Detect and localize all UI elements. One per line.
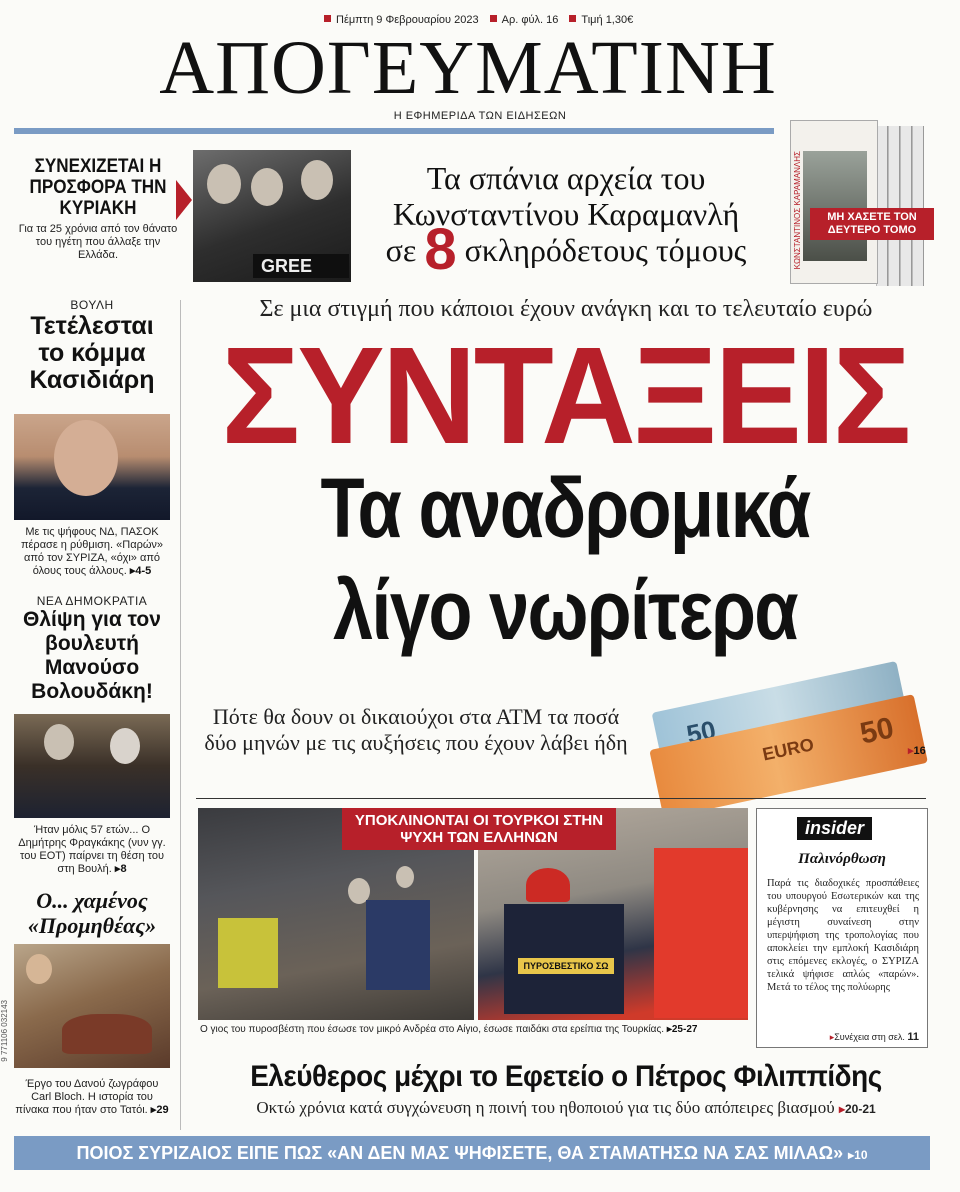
story-kicker-vouli: ΒΟΥΛΗ — [70, 298, 114, 312]
euro-banknotes-image — [638, 641, 928, 818]
issue-info — [316, 14, 633, 26]
issue-price: Τιμή 1,30€ — [581, 14, 634, 26]
insider-title: Παλινόρθωση — [798, 851, 886, 867]
story-caption-prometheus: Έργο του Δανού ζωγράφου Carl Bloch. Η ιστορία του πίνακα που ήταν στο Τατόι. ▸29 — [15, 1078, 169, 1116]
promo-offer-subtext: Για τα 25 χρόνια από τον θάνατο του ηγέτη που άλλαξε την Ελλάδα. — [18, 223, 178, 261]
promo-offer — [18, 156, 178, 262]
section-divider — [196, 798, 926, 799]
main-deck: Πότε θα δουν οι δικαιούχοι στα ΑΤΜ τα ποσά δύο μηνών με τις αυξήσεις που έχουν λάβει ήδη — [204, 704, 628, 755]
promo-arrow-icon — [176, 180, 192, 220]
insider-text: Παρά τις διαδοχικές προσπάθειες του υπουργού Εσωτερικών και της κυβέρνησης να επιτευχθεί η μέγιστη συναίνεση στην υπερψήφιση της τροπολογίας που αποκλείει την εμπλοκή Κασιδιάρη στις επόμενες εκλογές, ο ΣΥΡΙΖΑ τελικά ψήφισε απλώς «παρών». Μετά το τέλος της πολύωρης — [767, 878, 919, 993]
main-headline: ΣΥΝΤΑΞΕΙΣ — [221, 319, 909, 473]
prometheus-painting — [14, 944, 170, 1068]
photo-sign: GREE — [253, 254, 349, 278]
column-divider — [180, 300, 181, 1130]
issue-date: Πέμπτη 9 Φεβρουαρίου 2023 — [336, 14, 479, 26]
bottom-ribbon: ΠΟΙΟΣ ΣΥΡΙΖΑΙΟΣ ΕΙΠΕ ΠΩΣ «ΑΝ ΔΕΝ ΜΑΣ ΨΗΦΙΣΕΤΕ, ΘΑ ΣΤΑΜΑΤΗΣΩ ΝΑ ΣΑΣ ΜΙΛΑΩ» ▸10 — [14, 1136, 930, 1170]
story-kicker-nd: ΝΕΑ ΔΗΜΟΚΡΑΤΙΑ — [36, 594, 148, 608]
bottom-headline: Ελεύθερος μέχρι το Εφετείο ο Πέτρος Φιλιππίδης — [250, 1060, 882, 1093]
issue-number: Αρ. φύλ. 16 — [501, 14, 559, 26]
quake-banner: ΥΠΟΚΛΙΝΟΝΤΑΙ ΟΙ ΤΟΥΡΚΟΙ ΣΤΗΝ ΨΥΧΗ ΤΩΝ ΕΛΛΗΝΩΝ — [342, 808, 616, 850]
promo-offer-headline: ΣΥΝΕΧΙΖΕΤΑΙ Η ΠΡΟΣΦΟΡΑ ΤΗΝ ΚΥΡΙΑΚΗ — [29, 156, 167, 219]
page-ref: 25-27 — [671, 1024, 698, 1035]
page-ref: 20-21 — [844, 1102, 876, 1116]
tagline: Η ΕΦΗΜΕΡΙΔΑ ΤΩΝ ΕΙΔΗΣΕΩΝ — [393, 110, 567, 122]
book-spine-title: ΚΩΝΣΤΑΝΤΙΝΟΣ ΚΑΡΑΜΑΝΛΗΣ — [793, 151, 802, 270]
story-caption-voloudakis: Ήταν μόλις 57 ετών... Ο Δημήτρης Φραγκάκης (νυν γγ. του ΕΟΤ) παίρνει τη θέση του στη Βουλή. ▸8 — [18, 824, 166, 875]
promo-title-post: σκληρόδετους τόμους — [464, 232, 747, 268]
main-subheadline-line1: Τα αναδρομικά — [320, 461, 810, 555]
masthead: ΑΠΟΓΕΥΜΑΤΙΝΗ — [159, 26, 777, 110]
story-headline-kasidiaris: Τετέλεσται το κόμμα Κασιδιάρη — [29, 312, 155, 394]
vest-label: ΠΥΡΟΣΒΕΣΤΙΚΟ ΣΩ — [518, 958, 614, 974]
karamanlis-archive-photo — [193, 150, 351, 282]
bottom-deck: Οκτώ χρόνια κατά συγχώνευση η ποινή του ηθοποιού για τις δύο απόπειρες βιασμού ▸20-21 — [256, 1098, 876, 1117]
insider-badge: insider — [797, 817, 872, 840]
promo-title-line1: Τα σπάνια αρχεία του — [426, 160, 706, 196]
page-ref: 8 — [120, 863, 127, 875]
book-volumes-image — [776, 118, 926, 286]
main-subheadline-line2: λίγο νωρίτερα — [333, 563, 797, 657]
promo-volume-count: 8 — [424, 217, 457, 282]
page-ref: 29 — [156, 1104, 169, 1116]
insider-continue: ▸Συνέχεια στη σελ. 11 — [829, 1031, 919, 1043]
book-badge-line2: ΔΕΥΤΕΡΟ ΤΟΜΟ — [827, 224, 917, 236]
page-ref: 4-5 — [135, 565, 152, 577]
voloudakis-photo — [14, 714, 170, 818]
note-value-blue: 50 — [683, 714, 719, 750]
quake-caption: Ο γιος του πυροσβέστη που έσωσε τον μικρό Ανδρέα στο Αίγιο, έσωσε παιδάκι στα ερείπια της Τουρκίας. ▸25-27 — [200, 1024, 698, 1035]
main-kicker: Σε μια στιγμή που κάποιοι έχουν ανάγκη και το τελευταίο ευρώ — [259, 296, 873, 322]
masthead-rule — [14, 128, 774, 134]
barcode-number: 9 771106 032143 — [0, 1000, 9, 1062]
story-headline-voloudakis: Θλίψη για τον βουλευτή Μανούσο Βολουδάκη! — [23, 608, 161, 703]
ribbon-text: ΠΟΙΟΣ ΣΥΡΙΖΑΙΟΣ ΕΙΠΕ ΠΩΣ «ΑΝ ΔΕΝ ΜΑΣ ΨΗΦΙΣΕΤΕ, ΘΑ ΣΤΑΜΑΤΗΣΩ ΝΑ ΣΑΣ ΜΙΛΑΩ» — [76, 1143, 844, 1163]
insider-box — [756, 808, 928, 1048]
page-ref: 11 — [907, 1031, 919, 1043]
main-page-ref: ▸16 — [908, 745, 926, 757]
note-value-orange: 50 — [857, 711, 897, 751]
story-headline-prometheus: Ο... χαμένος «Προμηθέας» — [27, 888, 157, 938]
book-badge — [810, 208, 934, 240]
story-caption-kasidiaris: Με τις ψήφους ΝΔ, ΠΑΣΟΚ πέρασε η ρύθμιση. «Παρών» από τον ΣΥΡΙΖΑ, «όχι» από όλους τους άλλους. ▸4-5 — [20, 526, 164, 577]
promo-title-line2: Κωνσταντίνου Καραμανλή — [392, 196, 740, 232]
promo-title — [356, 160, 776, 282]
page-ref: 10 — [854, 1148, 868, 1162]
promo-title-pre: σε — [385, 232, 417, 268]
kasidiaris-photo — [14, 414, 170, 520]
book-badge-line1: ΜΗ ΧΑΣΕΤΕ ΤΟΝ — [827, 211, 917, 223]
note-label: EURO — [760, 734, 816, 765]
